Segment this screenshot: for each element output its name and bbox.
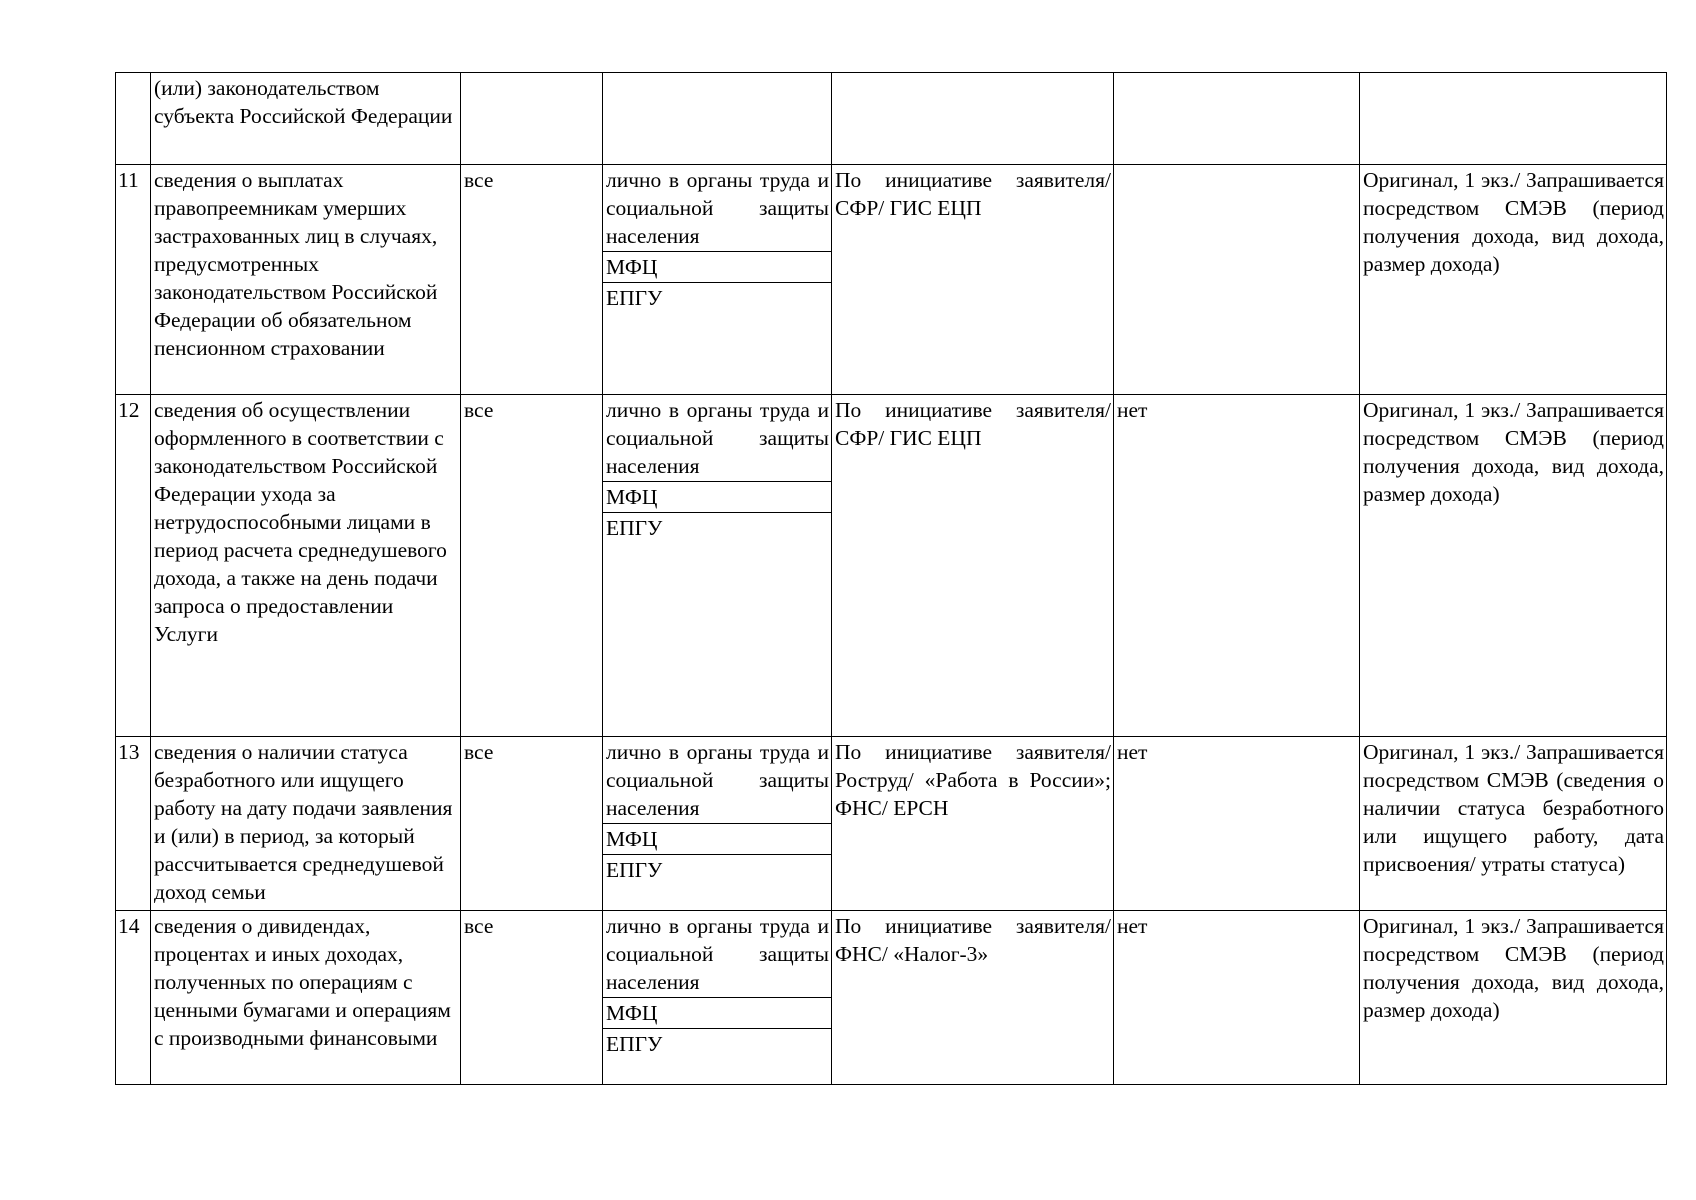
request-source: По инициативе заявителя/ ФНС/ «Налог-3» <box>832 911 1114 1085</box>
submission-method: ЕПГУ <box>603 854 831 885</box>
document-form: Оригинал, 1 экз./ Запрашивается посредством СМЭВ (период получения дохода, вид дохода, размер дохода) <box>1360 911 1667 1085</box>
answer-value <box>1114 73 1360 165</box>
document-form: Оригинал, 1 экз./ Запрашивается посредством СМЭВ (период получения дохода, вид дохода, размер дохода) <box>1360 165 1667 395</box>
submission-method: ЕПГУ <box>603 282 831 313</box>
submission-method: МФЦ <box>603 823 831 854</box>
row-number: 12 <box>116 395 151 737</box>
applicant-category: все <box>461 737 603 911</box>
request-source: По инициативе заявителя/ Роструд/ «Работа в России»; ФНС/ ЕРСН <box>832 737 1114 911</box>
answer-value: нет <box>1114 911 1360 1085</box>
document-form: Оригинал, 1 экз./ Запрашивается посредством СМЭВ (сведения о наличии статуса безработного или ищущего работу, дата присвоения/ утраты статуса) <box>1360 737 1667 911</box>
submission-method: лично в органы труда и социальной защиты населения <box>606 740 829 820</box>
submission-method: лично в органы труда и социальной защиты населения <box>606 168 829 248</box>
table-row <box>116 737 1667 911</box>
document-form <box>1360 73 1667 165</box>
applicant-category: все <box>461 911 603 1085</box>
submission-methods <box>603 911 832 1085</box>
row-number <box>116 73 151 165</box>
submission-methods <box>603 737 832 911</box>
table-row <box>116 395 1667 737</box>
submission-method: ЕПГУ <box>603 512 831 543</box>
table-row <box>116 165 1667 395</box>
applicant-category <box>461 73 603 165</box>
answer-value: нет <box>1114 737 1360 911</box>
document-name: (или) законодательством субъекта Российской Федерации <box>151 73 461 165</box>
submission-methods <box>603 165 832 395</box>
table-row <box>116 73 1667 165</box>
row-number: 14 <box>116 911 151 1085</box>
submission-method: лично в органы труда и социальной защиты населения <box>606 914 829 994</box>
document-name: сведения о дивидендах, процентах и иных доходах, полученных по операциям с ценными бумагами и операциям с производными финансовыми <box>151 911 461 1085</box>
document-form: Оригинал, 1 экз./ Запрашивается посредством СМЭВ (период получения дохода, вид дохода, размер дохода) <box>1360 395 1667 737</box>
document-table <box>115 72 1667 1085</box>
document-name: сведения об осуществлении оформленного в соответствии с законодательством Российской Федерации ухода за нетрудоспособными лицами в период расчета среднедушевого дохода, а также на день подачи запроса о предоставлении Услуги <box>151 395 461 737</box>
applicant-category: все <box>461 165 603 395</box>
submission-method: лично в органы труда и социальной защиты населения <box>606 398 829 478</box>
row-number: 13 <box>116 737 151 911</box>
row-number: 11 <box>116 165 151 395</box>
table-row <box>116 911 1667 1085</box>
request-source: По инициативе заявителя/ СФР/ ГИС ЕЦП <box>832 165 1114 395</box>
request-source: По инициативе заявителя/ СФР/ ГИС ЕЦП <box>832 395 1114 737</box>
document-name: сведения о выплатах правопреемникам умерших застрахованных лиц в случаях, предусмотренных законодательством Российской Федерации об обязательном пенсионном страховании <box>151 165 461 395</box>
submission-method: МФЦ <box>603 481 831 512</box>
submission-method: МФЦ <box>603 251 831 282</box>
submission-methods <box>603 395 832 737</box>
document-name: сведения о наличии статуса безработного или ищущего работу на дату подачи заявления и (или) в период, за который рассчитывается среднедушевой доход семьи <box>151 737 461 911</box>
submission-methods <box>603 73 832 165</box>
applicant-category: все <box>461 395 603 737</box>
submission-method: ЕПГУ <box>603 1028 831 1059</box>
submission-method: МФЦ <box>603 997 831 1028</box>
answer-value: нет <box>1114 395 1360 737</box>
request-source <box>832 73 1114 165</box>
answer-value <box>1114 165 1360 395</box>
